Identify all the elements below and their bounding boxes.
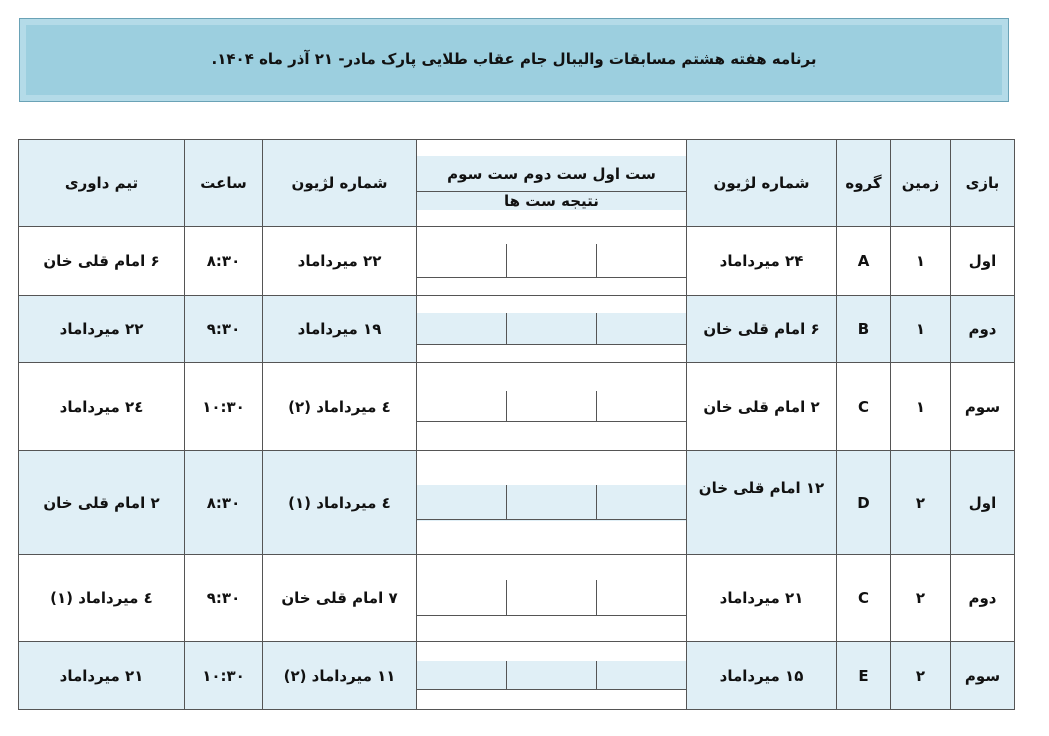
set-1-score[interactable]: [596, 661, 686, 690]
title-banner: [19, 18, 1009, 102]
team1-cell: ۶ امام قلی خان: [687, 296, 837, 363]
team2-cell: ٤ میرداماد (۲): [263, 363, 417, 451]
team2-cell: ٤ میرداماد (۱): [263, 451, 417, 555]
table-row: [19, 227, 1015, 296]
sets-cell: [417, 296, 687, 363]
game-cell: سوم: [951, 642, 1015, 710]
set-3-score[interactable]: [417, 244, 507, 278]
header-time: ساعت: [185, 140, 263, 227]
court-cell: ۱: [891, 296, 951, 363]
group-cell: B: [837, 296, 891, 363]
set-2-score[interactable]: [507, 485, 597, 520]
table-row: [19, 451, 1015, 555]
set-2-score[interactable]: [507, 391, 597, 422]
referee-cell: ۲۱ میرداماد: [19, 642, 185, 710]
header-team1: شماره لژیون: [687, 140, 837, 227]
court-cell: ۲: [891, 642, 951, 710]
sets-result[interactable]: [417, 690, 686, 691]
set-2-score[interactable]: [507, 244, 597, 278]
time-cell: ۸:۳۰: [185, 451, 263, 555]
set-1-score[interactable]: [596, 485, 686, 520]
sets-result[interactable]: [417, 278, 686, 279]
set-3-score[interactable]: [417, 580, 507, 615]
group-cell: E: [837, 642, 891, 710]
set-1-score[interactable]: [596, 580, 686, 615]
game-cell: دوم: [951, 555, 1015, 642]
schedule-table: [18, 139, 1015, 710]
set-3-score[interactable]: [417, 313, 507, 344]
table-row: [19, 363, 1015, 451]
sets-cell: [417, 642, 687, 710]
table-row: [19, 555, 1015, 642]
sets-result[interactable]: [417, 615, 686, 616]
set-2-score[interactable]: [507, 661, 597, 690]
sets-result[interactable]: [417, 422, 686, 423]
team1-cell: ۱۲ امام قلی خان: [687, 451, 837, 555]
time-cell: ۹:۳۰: [185, 296, 263, 363]
set-3-score[interactable]: [417, 661, 507, 690]
game-cell: دوم: [951, 296, 1015, 363]
header-team2: شماره لژیون: [263, 140, 417, 227]
group-cell: A: [837, 227, 891, 296]
time-cell: ۸:۳۰: [185, 227, 263, 296]
team2-cell: ۱۱ میرداماد (۲): [263, 642, 417, 710]
header-row: [19, 140, 1015, 227]
set-1-score[interactable]: [596, 391, 686, 422]
time-cell: ۱۰:۳۰: [185, 363, 263, 451]
header-referee: تیم داوری: [19, 140, 185, 227]
set-2-score[interactable]: [507, 313, 597, 344]
table-row: [19, 642, 1015, 710]
game-cell: اول: [951, 451, 1015, 555]
game-cell: اول: [951, 227, 1015, 296]
sets-cell: [417, 555, 687, 642]
set-2-score[interactable]: [507, 580, 597, 615]
court-cell: ۲: [891, 451, 951, 555]
team1-cell: ۲ امام قلی خان: [687, 363, 837, 451]
table-row: [19, 296, 1015, 363]
group-cell: D: [837, 451, 891, 555]
group-cell: C: [837, 363, 891, 451]
time-cell: ۱۰:۳۰: [185, 642, 263, 710]
group-cell: C: [837, 555, 891, 642]
team2-cell: ۱۹ میرداماد: [263, 296, 417, 363]
sets-cell: [417, 451, 687, 555]
set-3-score[interactable]: [417, 485, 507, 520]
set-3-score[interactable]: [417, 391, 507, 422]
sets-cell: [417, 227, 687, 296]
header-game: بازی: [951, 140, 1015, 227]
referee-cell: ۲۲ میرداماد: [19, 296, 185, 363]
court-cell: ۲: [891, 555, 951, 642]
sets-cell: [417, 363, 687, 451]
header-court: زمین: [891, 140, 951, 227]
team1-cell: ۱۵ میرداماد: [687, 642, 837, 710]
team2-cell: ۷ امام قلی خان: [263, 555, 417, 642]
team2-cell: ۲۲ میرداماد: [263, 227, 417, 296]
page-title: برنامه هفته هشتم مسابقات والیبال جام عقاب طلایی پارک مادر- ۲۱ آذر ماه ۱۴۰۴.: [211, 50, 817, 68]
court-cell: ۱: [891, 363, 951, 451]
referee-cell: ۲ امام قلی خان: [19, 451, 185, 555]
referee-cell: ٤ میرداماد (۱): [19, 555, 185, 642]
set-1-score[interactable]: [596, 244, 686, 278]
header-sets: [417, 140, 687, 227]
sets-result[interactable]: [417, 520, 686, 521]
header-sets-result: نتیجه ست ها: [417, 192, 686, 211]
court-cell: ۱: [891, 227, 951, 296]
referee-cell: ۶ امام قلی خان: [19, 227, 185, 296]
game-cell: سوم: [951, 363, 1015, 451]
sets-result[interactable]: [417, 344, 686, 345]
referee-cell: ۲٤ میرداماد: [19, 363, 185, 451]
header-sets-labels: ست اول ست دوم ست سوم: [417, 156, 686, 192]
time-cell: ۹:۳۰: [185, 555, 263, 642]
set-1-score[interactable]: [596, 313, 686, 344]
header-group: گروه: [837, 140, 891, 227]
team1-cell: ۲۴ میرداماد: [687, 227, 837, 296]
team1-cell: ۲۱ میرداماد: [687, 555, 837, 642]
